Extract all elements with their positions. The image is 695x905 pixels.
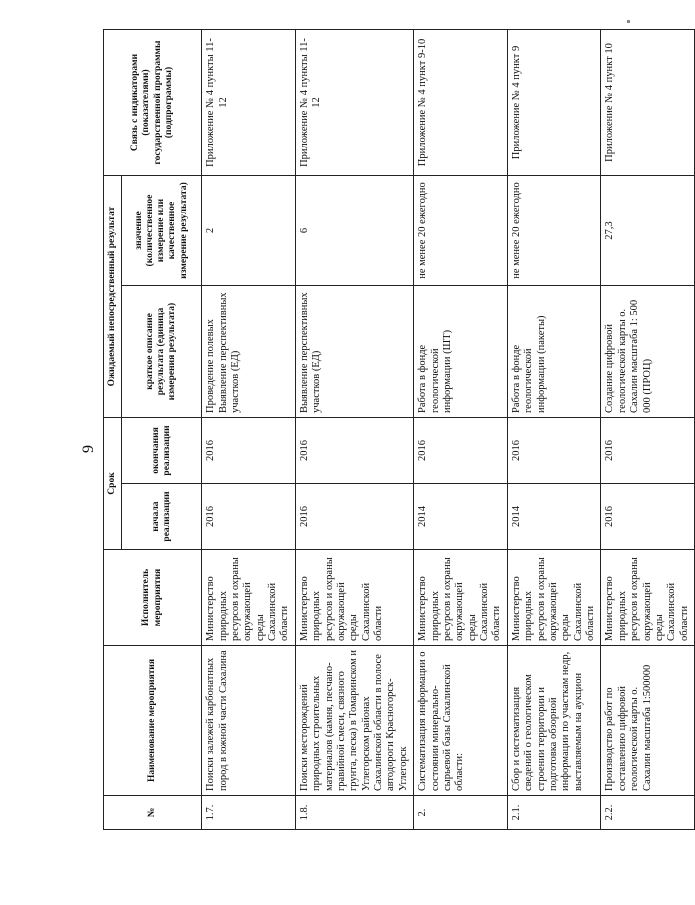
row-name: Систематизация информации о состоянии минерально-сырьевой базы Сахалинской области: <box>414 646 508 796</box>
table-row <box>202 30 296 830</box>
table-row <box>601 30 695 830</box>
row-link: Приложение № 4 пункт 9 <box>507 30 601 176</box>
row-start: 2016 <box>202 484 296 550</box>
row-executor: Министерство природных ресурсов и охраны окружающей среды Сахалинской области <box>601 550 695 646</box>
row-link: Приложение № 4 пункт 10 <box>601 30 695 176</box>
row-num: 2.1. <box>507 796 601 830</box>
row-end: 2016 <box>414 418 508 484</box>
row-start: 2016 <box>601 484 695 550</box>
row-value: не менее 20 ежегодно <box>507 176 601 286</box>
table-row <box>507 30 601 830</box>
row-link: Приложение № 4 пункты 11-12 <box>295 30 413 176</box>
row-name: Сбор и систематизация сведений о геологическом строении территории и подготовка обзорной информации по участкам недр, выставляемым на аукцион <box>507 646 601 796</box>
row-end: 2016 <box>202 418 296 484</box>
row-num: 1.8. <box>295 796 413 830</box>
rotated-table-container <box>103 30 690 830</box>
row-link: Приложение № 4 пункты 11-12 <box>202 30 296 176</box>
row-name: Поиски месторождений природных строительных материалов (камня, песчано-гравийной смеси, связного грунта, песка) в Томаринском и Углегорском районах Сахалинской области в полосе автодороги Красногорск-Углегорск <box>295 646 413 796</box>
row-value: не менее 20 ежегодно <box>414 176 508 286</box>
row-value: 27,3 <box>601 176 695 286</box>
row-executor: Министерство природных ресурсов и охраны окружающей среды Сахалинской области <box>295 550 413 646</box>
row-desc: Проведение полевых Выявление перспективных участков (ЕД) <box>202 286 296 418</box>
header-end: окончания реализации <box>122 418 202 484</box>
row-desc: Работа в фонде геологической информации (ШТ) <box>414 286 508 418</box>
row-start: 2014 <box>507 484 601 550</box>
row-num: 2.2. <box>601 796 695 830</box>
row-desc: Создание цифровой геологической карты о. Сахалин масштаба 1: 500 000 (ПРОЦ) <box>601 286 695 418</box>
header-executor: Исполнитель мероприятия <box>104 550 202 646</box>
row-link: Приложение № 4 пункт 9-10 <box>414 30 508 176</box>
table-row <box>295 30 413 830</box>
header-expected: Ожидаемый непосредственный результат <box>104 176 122 418</box>
header-desc: краткое описание результата (единица измерения результата) <box>122 286 202 418</box>
header-num: № <box>104 796 202 830</box>
row-executor: Министерство природных ресурсов и охраны окружающей среды Сахалинской области <box>507 550 601 646</box>
row-desc: Работа в фонде геологической информации (пакеты) <box>507 286 601 418</box>
page-number: 9 <box>80 445 97 453</box>
row-desc: Выявление перспективных участков (ЕД) <box>295 286 413 418</box>
header-name: Наименование мероприятия <box>104 646 202 796</box>
header-start: начала реализации <box>122 484 202 550</box>
row-start: 2016 <box>295 484 413 550</box>
row-start: 2014 <box>414 484 508 550</box>
measures-table <box>103 29 695 830</box>
header-link: Связь с индикаторами (показателями) государственной программы (подпрограммы) <box>104 30 202 176</box>
row-value: 2 <box>202 176 296 286</box>
row-executor: Министерство природных ресурсов и охраны окружающей среды Сахалинской области <box>414 550 508 646</box>
row-name: Поиски залежей карбонатных пород в южной части Сахалина <box>202 646 296 796</box>
header-value: значение (количественное измерение или качественное измерение результата) <box>122 176 202 286</box>
row-end: 2016 <box>601 418 695 484</box>
header-row <box>104 30 122 830</box>
row-end: 2016 <box>295 418 413 484</box>
header-term: Срок <box>104 418 122 550</box>
row-num: 2. <box>414 796 508 830</box>
table-row <box>414 30 508 830</box>
row-value: 6 <box>295 176 413 286</box>
row-num: 1.7. <box>202 796 296 830</box>
row-executor: Министерство природных ресурсов и охраны окружающей среды Сахалинской области <box>202 550 296 646</box>
scan-speck <box>627 20 630 23</box>
row-name: Производство работ по составлению цифровой геологической карты о. Сахалин масштаба 1:500000 <box>601 646 695 796</box>
row-end: 2016 <box>507 418 601 484</box>
